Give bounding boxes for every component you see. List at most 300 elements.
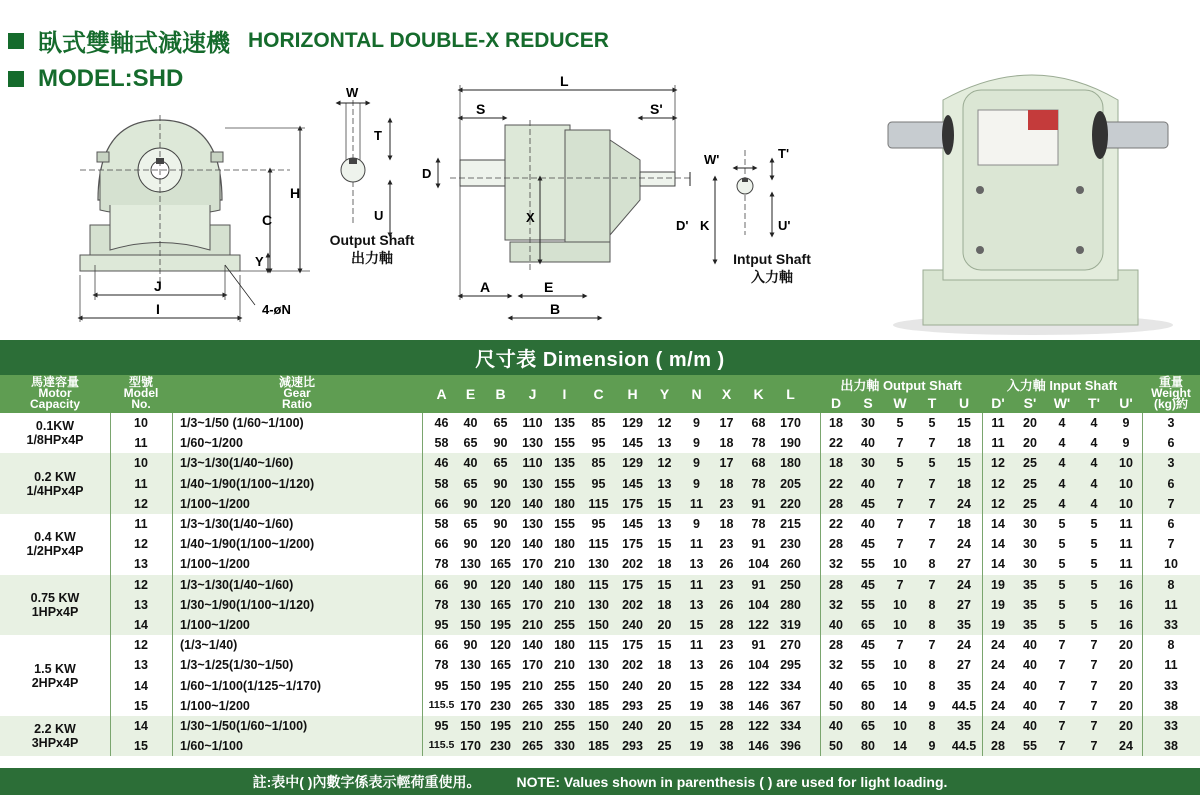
table-cell: 18 (719, 476, 734, 491)
table-cell: 25 (1023, 456, 1037, 471)
input-shaft-label: Intput Shaft (733, 251, 811, 267)
table-cell: 40 (861, 476, 875, 491)
table-cell: 260 (780, 557, 801, 572)
table-cell: 28 (829, 537, 843, 552)
motor-capacity-line: 1/4HPx4P (26, 483, 84, 498)
table-cell: 7 (1058, 678, 1066, 693)
table-cell: 27 (957, 658, 971, 673)
header-dim-col: I (562, 386, 567, 402)
dim-h: H (290, 185, 301, 201)
table-cell: 11 (991, 416, 1005, 430)
table-cell: 18 (657, 597, 672, 612)
table-cell: 10 (893, 678, 907, 693)
motor-capacity-line: 0.4 KW (34, 530, 76, 545)
table-cell: 65 (493, 416, 508, 430)
table-cell: 7 (928, 638, 936, 653)
table-cell: 130 (522, 517, 543, 531)
table-cell: 10 (893, 658, 907, 673)
table-cell: 24 (957, 638, 971, 653)
table-cell: 46 (434, 416, 449, 430)
table-cell: 66 (434, 496, 449, 511)
header-input-col: S' (1023, 395, 1037, 411)
table-cell: 65 (463, 517, 478, 531)
table-cell: 17 (719, 416, 734, 430)
table-cell: 9 (1122, 436, 1130, 451)
table-cell: 5 (1090, 517, 1098, 531)
table-cell: 4 (1058, 476, 1066, 491)
table-cell: 180 (554, 638, 575, 653)
gear-ratio: 1/60~1/200 (180, 436, 243, 451)
dim-l: L (560, 76, 569, 89)
table-cell: 165 (490, 557, 511, 572)
table-cell: 8 (1167, 577, 1175, 592)
table-cell: 210 (522, 719, 543, 733)
table-cell: 38 (719, 739, 734, 754)
table-cell: 190 (780, 436, 801, 451)
table-cell: 95 (434, 719, 449, 733)
motor-capacity-line: 1.5 KW (34, 661, 76, 676)
table-cell: 78 (751, 476, 766, 491)
table-cell: 30 (861, 416, 875, 430)
table-cell: 319 (780, 618, 801, 632)
table-cell: 255 (554, 719, 575, 733)
footnote-en: NOTE: Values shown in parenthesis ( ) are used for light loading. (516, 773, 948, 790)
gear-ratio: 1/60~1/100(1/125~1/170) (180, 678, 322, 693)
table-cell: 14 (991, 537, 1005, 552)
table-cell: 13 (657, 517, 672, 531)
table-cell: 45 (861, 577, 875, 592)
table-cell: 35 (1023, 597, 1037, 612)
table-cell: 115.5 (428, 739, 455, 752)
table-cell: 210 (554, 557, 575, 572)
table-cell: 170 (522, 557, 543, 572)
table-cell: 24 (991, 658, 1005, 673)
header-input-group: 入力軸 Input Shaft (1006, 378, 1118, 393)
table-cell: 91 (751, 577, 766, 592)
table-cell: 14 (893, 739, 907, 754)
motor-capacity (0, 470, 110, 498)
table-cell: 7 (1058, 719, 1066, 733)
table-cell: 12 (991, 456, 1005, 471)
table-cell: 19 (991, 577, 1005, 592)
table-cell: 18 (829, 456, 843, 471)
model-number: 11 (134, 517, 148, 531)
table-cell: 28 (719, 719, 734, 733)
table-cell: 130 (460, 557, 481, 572)
table-cell: 35 (1023, 618, 1037, 632)
table-cell: 150 (460, 678, 481, 693)
table-cell: 33 (1164, 618, 1178, 632)
table-cell: 250 (780, 577, 801, 592)
table-cell: 145 (622, 476, 643, 491)
dim-s: S (476, 101, 486, 117)
table-cell: 65 (861, 618, 875, 632)
table-cell: 95 (591, 517, 606, 531)
table-cell: 8 (928, 597, 936, 612)
table-cell: 28 (719, 678, 734, 693)
table-cell: 68 (751, 456, 766, 471)
table-cell: 9 (928, 698, 936, 713)
table-cell: 22 (829, 436, 843, 451)
dim-w: W (346, 85, 359, 100)
table-cell: 4 (1058, 456, 1066, 471)
gear-ratio: 1/100~1/200 (180, 557, 250, 572)
motor-capacity (0, 530, 110, 558)
header-motor-zh: 馬達容量 (30, 375, 79, 389)
table-cell: 85 (591, 416, 606, 430)
model-number: 12 (134, 537, 148, 552)
table-cell: 26 (719, 658, 734, 673)
table-cell: 10 (893, 597, 907, 612)
page-title (8, 23, 609, 58)
table-cell: 27 (957, 597, 971, 612)
table-cell: 35 (957, 618, 971, 632)
table-cell: 78 (434, 557, 449, 572)
header-dim-col: A (436, 386, 447, 402)
gear-ratio: 1/100~1/200 (180, 496, 250, 511)
table-cell: 8 (928, 719, 936, 733)
table-cell: 4 (1090, 436, 1098, 451)
table-cell: 18 (957, 517, 971, 531)
table-cell: 4 (1090, 416, 1098, 430)
table-cell: 110 (522, 416, 543, 430)
table-cell: 44.5 (951, 698, 977, 713)
table-cell: 10 (1119, 496, 1133, 511)
table-cell: 4 (1058, 416, 1066, 430)
column-separator (110, 413, 111, 756)
table-cell: 7 (896, 496, 904, 511)
motor-capacity-line: 0.1KW (35, 419, 75, 434)
motor-capacity-line: 0.75 KW (30, 590, 80, 605)
table-cell: 11 (689, 496, 704, 511)
table-cell: 265 (522, 739, 543, 754)
table-cell: 202 (622, 557, 643, 572)
table-cell: 18 (957, 476, 971, 491)
header-dim-col: J (528, 386, 537, 402)
table-cell: 295 (780, 658, 801, 673)
table-cell: 155 (554, 476, 575, 491)
table-cell: 40 (463, 456, 478, 471)
dim-b: B (550, 301, 561, 317)
table-cell: 122 (748, 719, 769, 733)
header-output-group: 出力軸 Output Shaft (840, 378, 962, 393)
table-cell: 12 (991, 476, 1005, 491)
model-number: 12 (134, 496, 148, 511)
table-cell: 195 (490, 618, 511, 632)
table-cell: 40 (829, 719, 843, 733)
table-cell: 5 (1090, 577, 1098, 592)
table-cell: 24 (957, 496, 971, 511)
model-number: 12 (134, 638, 148, 653)
table-cell: 145 (622, 517, 643, 531)
table-cell: 16 (1119, 597, 1133, 612)
table-cell: 7 (1058, 638, 1066, 653)
gear-ratio: 1/40~1/90(1/100~1/200) (180, 537, 315, 552)
table-cell: 7 (896, 517, 904, 531)
table-cell: 15 (657, 537, 672, 552)
table-cell: 66 (434, 537, 449, 552)
table-cell: 330 (554, 739, 575, 754)
table-cell: 25 (657, 698, 672, 713)
gear-ratio: 1/100~1/200 (180, 698, 250, 713)
model-number: 11 (134, 476, 148, 491)
table-cell: 7 (896, 537, 904, 552)
table-body (0, 413, 1200, 768)
table-cell: 8 (928, 678, 936, 693)
table-cell: 78 (434, 658, 449, 673)
table-cell: 15 (957, 456, 971, 471)
table-cell: 265 (522, 698, 543, 713)
table-cell: 11 (689, 537, 704, 552)
table-cell: 8 (1167, 638, 1175, 653)
table-cell: 3 (1167, 416, 1175, 430)
table-cell: 330 (554, 698, 575, 713)
gear-ratio: 1/3~1/30(1/40~1/60) (180, 577, 294, 592)
table-cell: 7 (928, 537, 936, 552)
model-number: 14 (134, 719, 148, 733)
table-cell: 180 (554, 577, 575, 592)
table-cell: 9 (1122, 416, 1130, 430)
dim-y: Y (255, 254, 264, 269)
table-cell: 255 (554, 618, 575, 632)
table-cell: 140 (522, 577, 543, 592)
table-cell: 9 (693, 517, 700, 531)
table-cell: 13 (689, 557, 704, 572)
model-label: MODEL:SHD (38, 65, 184, 92)
table-cell: 13 (657, 436, 672, 451)
table-cell: 40 (1023, 698, 1037, 713)
dim-t: T (374, 128, 382, 143)
table-cell: 334 (780, 678, 801, 693)
table-cell: 175 (622, 638, 643, 653)
table-cell: 66 (434, 638, 449, 653)
table-cell: 145 (622, 436, 643, 451)
table-cell: 115 (588, 577, 609, 592)
header-weight (1142, 377, 1200, 410)
table-cell: 104 (748, 557, 769, 572)
dim-d-prime: D' (676, 218, 689, 233)
table-cell: 40 (463, 416, 478, 430)
gear-ratio: 1/60~1/100 (180, 739, 243, 754)
table-cell: 33 (1164, 719, 1178, 733)
header-dim-col: H (627, 386, 638, 402)
motor-capacity-line: 1/8HPx4P (26, 433, 84, 448)
table-cell: 5 (1058, 618, 1066, 632)
dim-4n: 4-øN (262, 302, 291, 317)
table-cell: 40 (861, 436, 875, 451)
table-cell: 9 (693, 456, 700, 471)
table-cell: 24 (1119, 739, 1133, 754)
table-cell: 35 (957, 719, 971, 733)
table-cell: 180 (554, 537, 575, 552)
table-cell: 33 (1164, 678, 1178, 693)
table-cell: 150 (460, 719, 481, 733)
table-cell: 40 (1023, 658, 1037, 673)
table-cell: 20 (1119, 698, 1133, 713)
table-cell: 18 (829, 416, 843, 430)
table-cell: 40 (861, 517, 875, 531)
table-cell: 19 (991, 597, 1005, 612)
table-cell: 80 (861, 698, 875, 713)
table-cell: 5 (928, 416, 936, 430)
header-model-en: Model (123, 386, 159, 400)
table-cell: 24 (957, 537, 971, 552)
table-cell: 11 (1119, 517, 1133, 531)
table-cell: 19 (991, 618, 1005, 632)
model-number: 15 (134, 739, 148, 754)
table-cell: 23 (719, 577, 734, 592)
table-cell: 130 (460, 658, 481, 673)
table-cell: 3 (1167, 456, 1175, 471)
table-cell: 15 (657, 496, 672, 511)
table-cell: 293 (622, 698, 643, 713)
table-cell: 85 (591, 456, 606, 471)
table-cell: 195 (490, 678, 511, 693)
table-cell: 7 (928, 517, 936, 531)
table-cell: 9 (693, 416, 700, 430)
table-cell: 4 (1090, 456, 1098, 471)
table-cell: 15 (957, 416, 971, 430)
table-cell: 396 (780, 739, 801, 754)
table-cell: 130 (588, 557, 609, 572)
header-motor (0, 377, 110, 410)
table-cell: 40 (829, 618, 843, 632)
output-shaft-label: Output Shaft (329, 232, 415, 248)
header-output-col: T (927, 395, 937, 411)
table-cell: 280 (780, 597, 801, 612)
model-number: 15 (134, 698, 148, 713)
table-cell: 28 (719, 618, 734, 632)
table-cell: 122 (748, 678, 769, 693)
table-cell: 20 (1119, 658, 1133, 673)
table-title: 尺寸表 Dimension ( m/m ) (0, 340, 1200, 375)
table-cell: 7 (1090, 719, 1098, 733)
motor-capacity (0, 722, 110, 750)
table-cell: 170 (460, 739, 481, 754)
table-cell: 7 (896, 436, 904, 451)
table-cell: 65 (463, 476, 478, 491)
motor-capacity (0, 662, 110, 690)
table-cell: 13 (689, 658, 704, 673)
table-cell: 122 (748, 618, 769, 632)
table-cell: 7 (896, 577, 904, 592)
table-cell: 150 (460, 618, 481, 632)
gear-ratio: (1/3~1/40) (180, 638, 238, 653)
header-weight-zh: 重量 (1158, 375, 1183, 389)
table-cell: 91 (751, 496, 766, 511)
table-cell: 38 (1164, 698, 1178, 713)
table-cell: 32 (829, 557, 843, 572)
table-cell: 16 (1119, 618, 1133, 632)
column-separator (982, 413, 983, 756)
footnote (0, 768, 1200, 795)
gear-ratio: 1/3~1/25(1/30~1/50) (180, 658, 294, 673)
table-cell: 7 (896, 638, 904, 653)
table-cell: 185 (588, 739, 609, 754)
header-weight-unit: (kg)約 (1154, 397, 1188, 411)
table-cell: 8 (928, 658, 936, 673)
table-cell: 7 (896, 476, 904, 491)
table-cell: 12 (657, 416, 672, 430)
table-cell: 180 (780, 456, 801, 471)
table-cell: 195 (490, 719, 511, 733)
table-cell: 11 (689, 577, 704, 592)
table-cell: 15 (689, 719, 704, 733)
table-cell: 5 (1090, 537, 1098, 552)
table-cell: 115 (588, 496, 609, 511)
table-cell: 150 (588, 719, 609, 733)
gear-ratio: 1/30~1/90(1/100~1/120) (180, 597, 315, 612)
header-output-col: S (863, 395, 873, 411)
gear-ratio: 1/3~1/50 (1/60~1/100) (180, 416, 304, 430)
table-cell: 120 (490, 638, 511, 653)
table-cell: 215 (780, 517, 801, 531)
table-cell: 12 (991, 496, 1005, 511)
table-cell: 13 (657, 476, 672, 491)
table-cell: 40 (829, 678, 843, 693)
table-cell: 28 (829, 638, 843, 653)
table-cell: 26 (719, 597, 734, 612)
table-cell: 78 (751, 517, 766, 531)
table-cell: 35 (1023, 577, 1037, 592)
motor-capacity-line: 2.2 KW (34, 722, 76, 737)
table-cell: 24 (991, 719, 1005, 733)
table-cell: 16 (1119, 577, 1133, 592)
table-cell: 25 (657, 739, 672, 754)
table-cell: 26 (719, 557, 734, 572)
table-header (0, 375, 1200, 413)
header-dim-col: L (786, 386, 795, 402)
table-cell: 18 (657, 557, 672, 572)
table-cell: 10 (893, 618, 907, 632)
header-model-zh: 型號 (128, 375, 153, 389)
table-cell: 240 (622, 618, 643, 632)
header-ratio (172, 377, 422, 410)
technical-drawing (0, 76, 870, 336)
table-cell: 14 (893, 698, 907, 713)
table-cell: 45 (861, 638, 875, 653)
header-motor-en2: Capacity (29, 397, 81, 411)
side-view (422, 76, 715, 318)
table-cell: 24 (991, 698, 1005, 713)
header-input-col: D' (991, 395, 1005, 411)
header-dim-col: Y (659, 386, 670, 402)
table-cell: 23 (719, 638, 734, 653)
table-cell: 104 (748, 597, 769, 612)
model-number: 14 (134, 618, 148, 632)
table-cell: 10 (893, 719, 907, 733)
table-cell: 78 (434, 597, 449, 612)
model-number: 10 (134, 456, 148, 471)
table-cell: 18 (719, 436, 734, 451)
table-cell: 5 (1090, 618, 1098, 632)
table-cell: 30 (1023, 557, 1037, 572)
table-cell: 5 (928, 456, 936, 471)
table-cell: 6 (1167, 517, 1175, 531)
table-cell: 6 (1167, 436, 1175, 451)
table-cell: 129 (622, 456, 643, 471)
table-cell: 9 (928, 739, 936, 754)
motor-capacity-line: 2HPx4P (31, 675, 79, 690)
table-cell: 5 (896, 416, 904, 430)
header-ratio-zh: 減速比 (278, 375, 315, 389)
table-cell: 170 (460, 698, 481, 713)
table-cell: 38 (1164, 739, 1178, 754)
table-cell: 140 (522, 638, 543, 653)
table-cell: 91 (751, 537, 766, 552)
table-cell: 7 (1167, 496, 1175, 511)
table-cell: 7 (1090, 678, 1098, 693)
